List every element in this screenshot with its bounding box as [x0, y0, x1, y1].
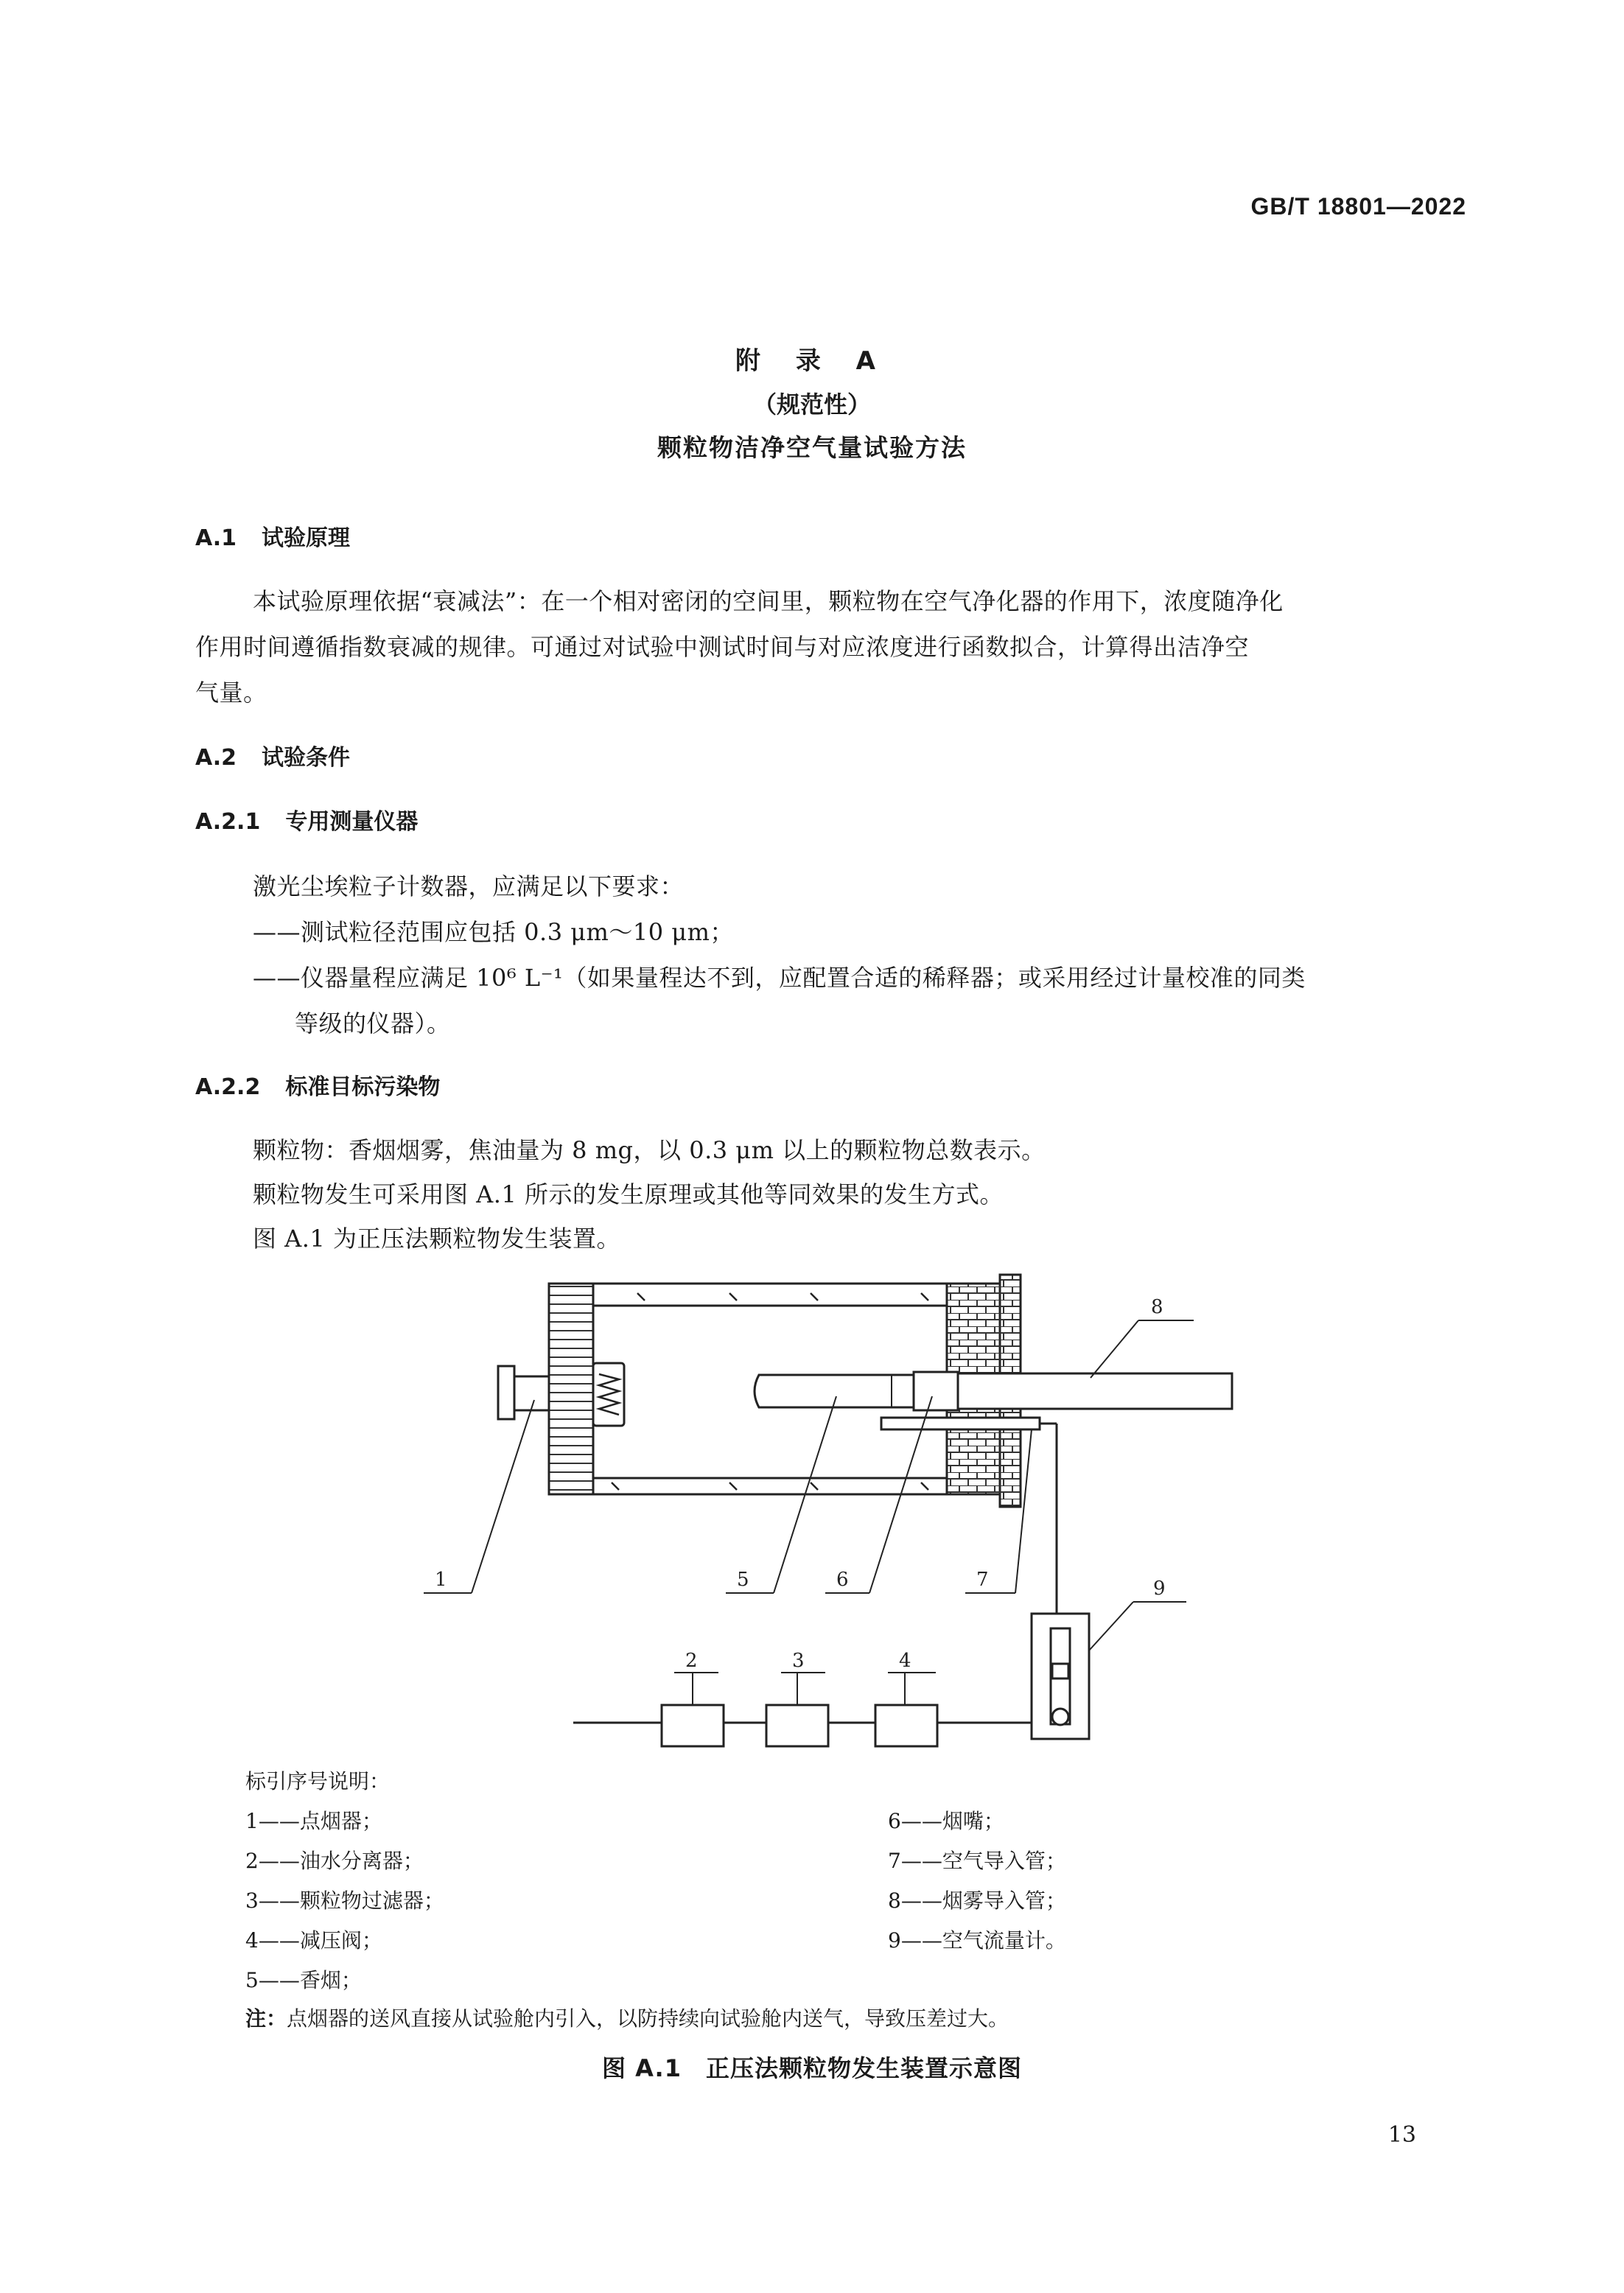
smoke-outlet-tube [958, 1373, 1232, 1409]
section-number: A.2 [195, 745, 237, 771]
a21-line-3: ——仪器量程应满足 10⁶ L⁻¹（如果量程达不到，应配置合适的稀释器；或采用经过计量校准的同类 [253, 964, 1306, 992]
page-number: 13 [1387, 2122, 1416, 2148]
a22-line-2: 颗粒物发生可采用图 A.1 所示的发生原理或其他等同效果的发生方式。 [253, 1180, 1004, 1208]
standard-number: GB/T 18801—2022 [1250, 193, 1466, 220]
legend-item: 1——点烟器； [245, 1809, 382, 1833]
section-number: A.2.2 [195, 1074, 261, 1100]
legend-item: 6——烟嘴； [888, 1809, 1004, 1833]
a22-line-1: 颗粒物：香烟烟雾，焦油量为 8 mg，以 0.3 μm 以上的颗粒物总数表示。 [253, 1136, 1046, 1164]
callout-9: 9 [1153, 1578, 1166, 1600]
a21-line-1: 激光尘埃粒子计数器，应满足以下要求： [253, 872, 685, 900]
legend-item: 5——香烟； [245, 1968, 362, 1992]
legend-item: 8——烟雾导入管； [888, 1888, 1066, 1913]
callout-7: 7 [976, 1569, 989, 1591]
figure-note [245, 2003, 1009, 2032]
section-title: 试验条件 [262, 745, 351, 771]
a1-line-2: 作用时间遵循指数衰减的规律。可通过对试验中测试时间与对应浓度进行函数拟合，计算得出洁净空 [195, 633, 1250, 661]
appendix-label: 附 录 A [735, 346, 889, 376]
air-inlet-tube [881, 1418, 1040, 1429]
a21-line-4: 等级的仪器）。 [295, 1009, 451, 1037]
callout-6: 6 [836, 1569, 849, 1591]
legend-item: 2——油水分离器； [245, 1849, 424, 1873]
callout-1: 1 [435, 1569, 447, 1591]
figure-caption: 图 A.1 正压法颗粒物发生装置示意图 [602, 2054, 1022, 2082]
appendix-nature: （规范性） [752, 391, 871, 419]
pressure-reducer [875, 1705, 937, 1746]
legend-item: 3——颗粒物过滤器； [245, 1888, 444, 1913]
a21-line-2: ——测试粒径范围应包括 0.3 μm～10 μm； [253, 918, 734, 946]
legend-item: 9——空气流量计。 [888, 1928, 1066, 1953]
callout-4: 4 [899, 1650, 911, 1672]
legend-title: 标引序号说明： [245, 1769, 391, 1793]
mouthpiece [914, 1372, 958, 1410]
callout-8: 8 [1151, 1296, 1163, 1318]
note-text: 点烟器的送风直接从试验舱内引入，以防持续向试验舱内送气，导致压差过大。 [287, 2006, 1009, 2031]
callout-5: 5 [737, 1569, 749, 1591]
igniter-shaft [514, 1376, 549, 1410]
legend-item: 4——减压阀； [245, 1928, 382, 1953]
section-title: 试验原理 [262, 525, 351, 551]
section-title: 标准目标污染物 [285, 1074, 441, 1100]
callout-2: 2 [685, 1650, 698, 1672]
particle-filter [766, 1705, 828, 1746]
legend-item: 7——空气导入管； [888, 1849, 1066, 1873]
chamber-left-wall [549, 1284, 593, 1494]
a1-line-3: 气量。 [195, 679, 267, 707]
section-number: A.2.1 [195, 809, 261, 835]
a1-line-1: 本试验原理依据“衰减法”：在一个相对密闭的空间里，颗粒物在空气净化器的作用下，浓度随净化 [253, 587, 1284, 615]
igniter-knob [498, 1366, 514, 1419]
note-label: 注： [245, 2006, 287, 2031]
a22-line-3: 图 A.1 为正压法颗粒物发生装置。 [253, 1225, 620, 1253]
section-number: A.1 [195, 525, 237, 551]
appendix-title: 颗粒物洁净空气量试验方法 [657, 433, 967, 462]
callout-3: 3 [792, 1650, 805, 1672]
section-title: 专用测量仪器 [285, 809, 419, 835]
oil-water-separator [662, 1705, 724, 1746]
